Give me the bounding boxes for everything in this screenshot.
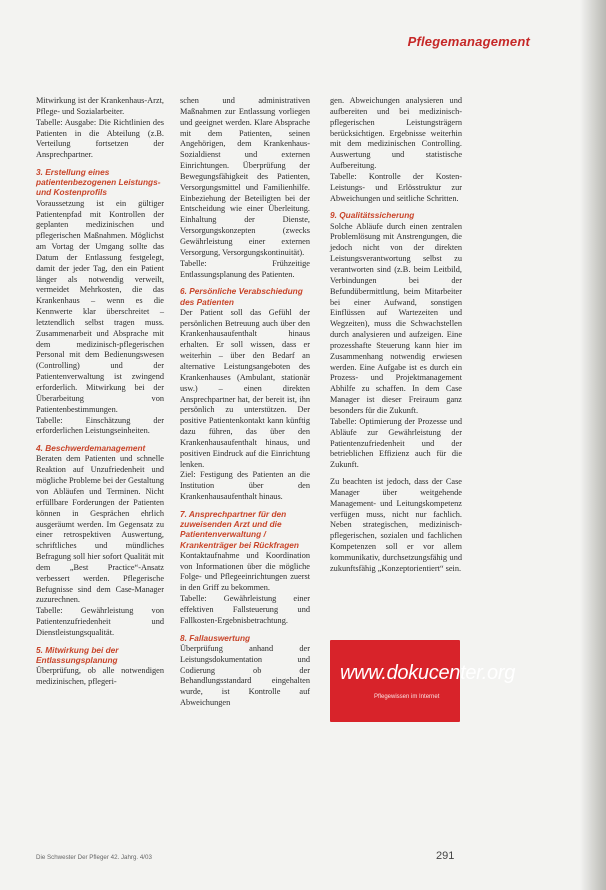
section-heading: 7. Ansprechpartner für den zuweisenden Arzt und die Patientenverwaltung / Krankenträger bei Rückfragen: [180, 508, 299, 550]
paragraph: Tabelle: Gewährleistung von Patientenzufriedenheit und Dienstleistungsqualität.: [36, 606, 164, 637]
paragraph: Tabelle: Frühzeitige Entlassungsplanung des Patienten.: [180, 258, 310, 279]
paragraph: Tabelle: Gewährleistung einer effektiven Fallsteuerung und Fallkosten-Ergebnisbetrachtung.: [180, 594, 310, 625]
paragraph: Überprüfung anhand der Leistungsdokumentation und Codierung ob der Behandlungsstandard eingehalten wurde, ist Kontrolle auf Abweichungen: [180, 643, 310, 708]
paragraph: schen und administrativen Maßnahmen zur Entlassung vorliegen und geeignet werden. Klare Absprache mit dem Patienten, seinen Angehörigen, dem Krankenhaus-Sozialdienst und externen Einrichtungen. Überprüfung der Bewegungsfähigkeit des Patienten, Versorgungsmittel und Familienhilfe. Einbeziehung der Beteiligten bei der Entscheidung wie einer Überleitung. Einhaltung der Dienste, Versorgungskonzepten (zwecks Gewährleistung einer externen Versorgung, Versorgungskontinuität).: [180, 96, 310, 257]
paragraph: Zu beachten ist jedoch, dass der Case Manager über weitgehende Management- und Leitungskompetenz verfügen muss, nicht nur fachlich. Neben strategischen, medizinisch-pflegerischen, sozialen und fachlichen Kompetenzen soll er vor allem kommunikativ, durchsetzungsfähig und zukunftsfähig „Konzeptorientiert“ sein.: [330, 477, 462, 573]
paragraph: Mitwirkung ist der Krankenhaus-Arzt, Pflege- und Sozialarbeiter.: [36, 96, 164, 116]
text-column-1: [36, 96, 164, 688]
section-heading: 4. Beschwerdemanagement: [36, 443, 146, 454]
paragraph: Der Patient soll das Gefühl der persönlichen Betreuung auch über den Krankenhausaufenthalt hinaus erhalten. Er soll wissen, dass er weiterhin – über den Bedarf an alternative Leistungsangeboten des Krankenhauses (Ambulant, stationär usw.) – einen direkten Ansprechpartner hat, der bereit ist, ihn persönlich zu unterstützen. Der positive Patientenkontakt kann künftig dazu führen, das über den Krankenhausaufenthalt hinaus, und positiven Eindruck auf die Einrichtung lenken.: [180, 307, 310, 469]
page-spine-shadow: [580, 0, 606, 890]
section-heading: 8. Fallauswertung: [180, 632, 251, 643]
paragraph: Kontaktaufnahme und Koordination von Informationen über die mögliche Folge- und Pflegeeinrichtungen zuerst in den Griff zu bekommen.: [180, 550, 310, 593]
section-heading: 5. Mitwirkung bei der Entlassungsplanung: [36, 644, 119, 665]
paragraph: Tabelle: Optimierung der Prozesse und Abläufe zur Gewährleistung der Patientenzufriedenheit und der betrieblichen Effizienz auch für die Zukunft.: [330, 416, 462, 470]
ad-tagline: Pflegewissen im Internet: [374, 694, 440, 700]
paragraph: gen. Abweichungen analysieren und aufbereiten und bei medizinisch-pflegerischen Leistungsträgern berücksichtigen. Ergebnisse weiterhin mit dem medizinischen Controlling. Auswertung und statistische Aufbereitung.: [330, 96, 462, 171]
page-number: 291: [436, 850, 455, 862]
paragraph: Solche Abläufe durch einen zentralen Problemlösung mit Anstrengungen, die jedoch nicht von der direkten Leistungsverantwortung selbst zu verantworten sind (z.B. beim Leitbild, Verbindungen bei der Befundübermittlung, beim Mitarbeiter bei einer Aufwand, sonstigen Einflüssen auf Wartezeiten und Wegzeiten), muss die Schwachstellen durch analysieren und aufzeigen. Eine prozesshafte Steuerung kann hier im Zusammenhang notwendig erwiesen werden. Eine Aufgabe ist es durch ein Prozess- und Projektmanagement Abhilfe zu schaffen. In dem Case Manager ist dieser Freiraum ganz besonders für die Zukunft.: [330, 221, 462, 415]
paragraph: Überprüfung, ob alle notwendigen medizinischen, pflegeri-: [36, 666, 164, 687]
paragraph: Voraussetzung ist ein gültiger Patientenpfad mit Kontrollen der geplanten medizinischen und pflegerischen Maßnahmen. Möglichst am Vortag der Umgang sollte das Datum der Entlassung festgelegt, damit der jeder Tag, den ein Patient länger als notwendig verweilt, vermeidet Mehrkosten, die das Krankenhaus – wenn es die Kennwerte klar überschreitet – letztendlich selbst tragen muss. Zusammenarbeit und Absprache mit dem medizinisch-pflegerischen Personal mit dem Bedienungswesen (Controlling) und der Patientenverwaltung ist zwingend erforderlich. Mitwirkung bei der Überarbeitung von Patientenbestimmungen.: [36, 198, 164, 414]
section-heading: 3. Erstellung eines patientenbezogenen Leistungs- und Kostenprofils: [36, 167, 161, 198]
paragraph: Ziel: Festigung des Patienten an die Institution über den Krankenhausaufenthalt hinaus.: [180, 470, 310, 502]
paragraph: Tabelle: Einschätzung der erforderlichen Leistungseinheiten.: [36, 415, 164, 436]
text-column-3: [330, 96, 462, 575]
paragraph: Beraten dem Patienten und schnelle Reaktion auf Unzufriedenheit und mögliche Probleme bei der Gestaltung von Abläufen und Terminen. Nicht erfüllbare Forderungen der Patienten können in Gesprächen ehrlich ausgeräumt werden. Im Gegensatz zu einer retrospektiven Auswertung, schriftliches und mündliches Befragung soll hier sofort Qualität mit dem „Best Practice“-Ansatz verbessert werden. Pflegerische Befugnisse sind dem Case-Manager zuzurechnen.: [36, 454, 164, 605]
section-heading: 6. Persönliche Verabschiedung des Patienten: [180, 286, 303, 307]
paragraph: Tabelle: Ausgabe: Die Richtlinien des Patienten in die Abteilung (z.B. Verteilung fortsetzen der Ansprechpartner.: [36, 117, 164, 160]
section-header: [330, 34, 530, 52]
text-column-2: [180, 96, 310, 709]
ad-url-link[interactable]: www.dokucenter.org: [340, 662, 516, 684]
paragraph: Tabelle: Kontrolle der Kosten-Leistungs- und Erlösstruktur zur Abweichungen und seitliche Schritten.: [330, 171, 462, 203]
section-heading: 9. Qualitätssicherung: [330, 210, 415, 221]
journal-footer: Die Schwester Der Pfleger 42. Jahrg. 4/03: [36, 854, 152, 861]
advertisement-box[interactable]: [330, 640, 516, 722]
section-title: Pflegemanagement: [407, 34, 530, 49]
